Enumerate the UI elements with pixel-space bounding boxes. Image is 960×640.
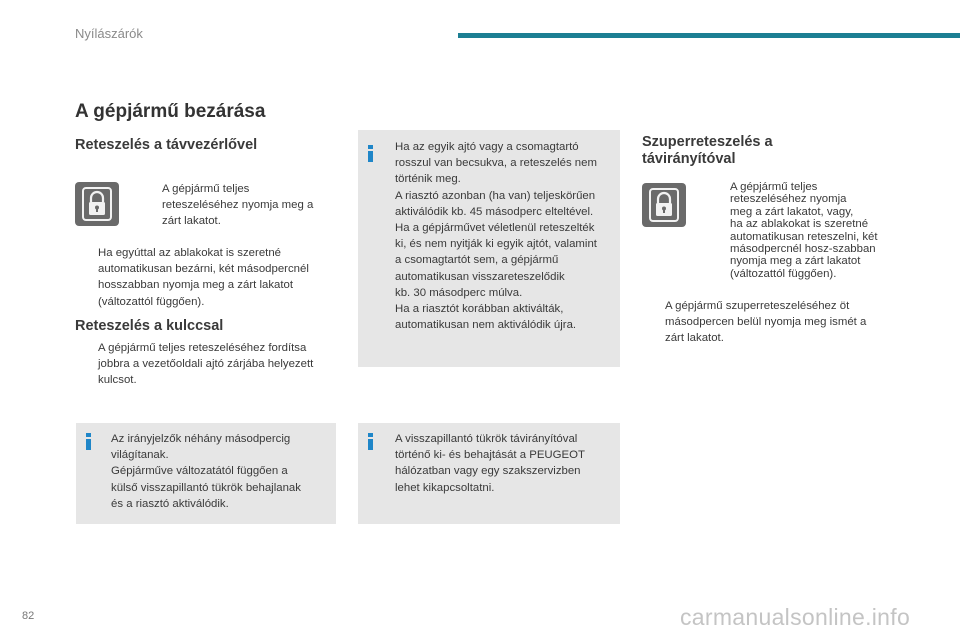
key-step-1 bbox=[78, 340, 343, 389]
text-line: külső visszapillantó tükrök behajlanak bbox=[111, 481, 301, 494]
text-line: nyomja meg a zárt lakatot bbox=[730, 255, 861, 268]
text-line: (változattól függően). bbox=[98, 295, 205, 308]
text-line: ha az ablakokat is szeretné bbox=[730, 218, 869, 231]
padlock-button-icon bbox=[75, 182, 119, 226]
text-line: ki, és nem nyitják ki egyik ajtót, valamint bbox=[395, 238, 597, 251]
text-line: A gépjármű szuperreteszeléséhez öt bbox=[665, 300, 850, 312]
text-line: automatikusan reteszelni, két bbox=[730, 230, 878, 243]
info-icon bbox=[368, 433, 373, 450]
info-icon bbox=[86, 433, 91, 450]
text-line: A gépjármű teljes bbox=[162, 183, 250, 195]
info-box-indicators bbox=[76, 423, 336, 524]
remote-step-2 bbox=[78, 245, 343, 310]
text-line: kulcsot. bbox=[98, 374, 137, 387]
padlock-button-icon bbox=[642, 183, 686, 227]
heading-super-locking bbox=[642, 134, 902, 168]
super-step-1 bbox=[709, 181, 909, 280]
text-line: Ha a riasztót korábban aktiválták, bbox=[395, 303, 564, 316]
text-line: reteszeléséhez nyomja bbox=[730, 193, 847, 206]
text-line: Ha az egyik ajtó vagy a csomagtartó bbox=[395, 141, 579, 153]
heading-line: távirányítóval bbox=[642, 151, 736, 167]
text-line: A riasztó azonban (ha van) teljeskörűen bbox=[395, 189, 596, 202]
text-line: világítanak. bbox=[111, 449, 169, 462]
info-box-door-alarm bbox=[358, 130, 620, 367]
page-title: A gépjármű bezárása bbox=[75, 101, 266, 122]
text-line: a csomagtartót sem, a gépjármű bbox=[395, 254, 559, 267]
text-line: zárt lakatot. bbox=[665, 332, 724, 345]
text-line: automatikusan bezárni, két másodpercnél bbox=[98, 263, 309, 276]
text-line: A gépjármű teljes bbox=[730, 181, 818, 193]
text-line: Ha a gépjárművet véletlenül reteszelték bbox=[395, 222, 595, 235]
text-line: történő ki- és behajtását a PEUGEOT bbox=[395, 449, 585, 462]
heading-key-locking: Reteszelés a kulccsal bbox=[75, 318, 224, 334]
text-line: reteszeléséhez nyomja meg a bbox=[162, 199, 314, 212]
text-line: történik meg. bbox=[395, 173, 461, 186]
text-line: rosszul van becsukva, a reteszelés nem bbox=[395, 157, 597, 170]
text-line: másodpercnél hosz-szabban bbox=[730, 243, 876, 256]
text-line: lehet kikapcsoltatni. bbox=[395, 481, 495, 494]
text-line: kb. 30 másodperc múlva. bbox=[395, 286, 523, 299]
watermark-text: carmanualsonline.info bbox=[680, 604, 911, 630]
heading-line: Szuperreteszelés a bbox=[642, 134, 773, 150]
text-line: hálózatban vagy egy szakszervizben bbox=[395, 465, 581, 478]
text-line: zárt lakatot. bbox=[162, 215, 221, 228]
heading-remote-locking: Reteszelés a távvezérlővel bbox=[75, 137, 258, 153]
text-line: és a riasztó aktiválódik. bbox=[111, 497, 229, 510]
text-line: A gépjármű teljes reteszeléséhez fordítsa bbox=[98, 342, 307, 354]
info-box-mirrors bbox=[358, 423, 620, 524]
super-step-2 bbox=[644, 298, 904, 347]
text-line: (változattól függően). bbox=[730, 267, 837, 280]
text-line: meg a zárt lakatot, vagy, bbox=[730, 205, 854, 218]
text-line: másodpercen belül nyomja meg ismét a bbox=[665, 316, 867, 329]
text-line: Ha egyúttal az ablakokat is szeretné bbox=[98, 247, 281, 259]
text-line: jobbra a vezetőoldali ajtó zárjába helyezett bbox=[98, 358, 314, 371]
text-line: automatikusan visszareteszelődik bbox=[395, 270, 565, 283]
info-icon bbox=[368, 145, 373, 162]
text-line: Az irányjelzők néhány másodpercig bbox=[111, 433, 291, 445]
page-number: 82 bbox=[22, 610, 35, 622]
section-label: Nyílászárók bbox=[75, 26, 143, 41]
text-line: aktiválódik kb. 45 másodperc elteltével. bbox=[395, 205, 594, 218]
text-line: Gépjárműve változatától függően a bbox=[111, 465, 288, 478]
text-line: hosszabban nyomja meg a zárt lakatot bbox=[98, 279, 294, 292]
text-line: A visszapillantó tükrök távirányítóval bbox=[395, 433, 578, 445]
header-accent-bar bbox=[458, 33, 960, 38]
text-line: automatikusan nem aktiválódik újra. bbox=[395, 319, 577, 332]
remote-step-1 bbox=[142, 181, 342, 230]
